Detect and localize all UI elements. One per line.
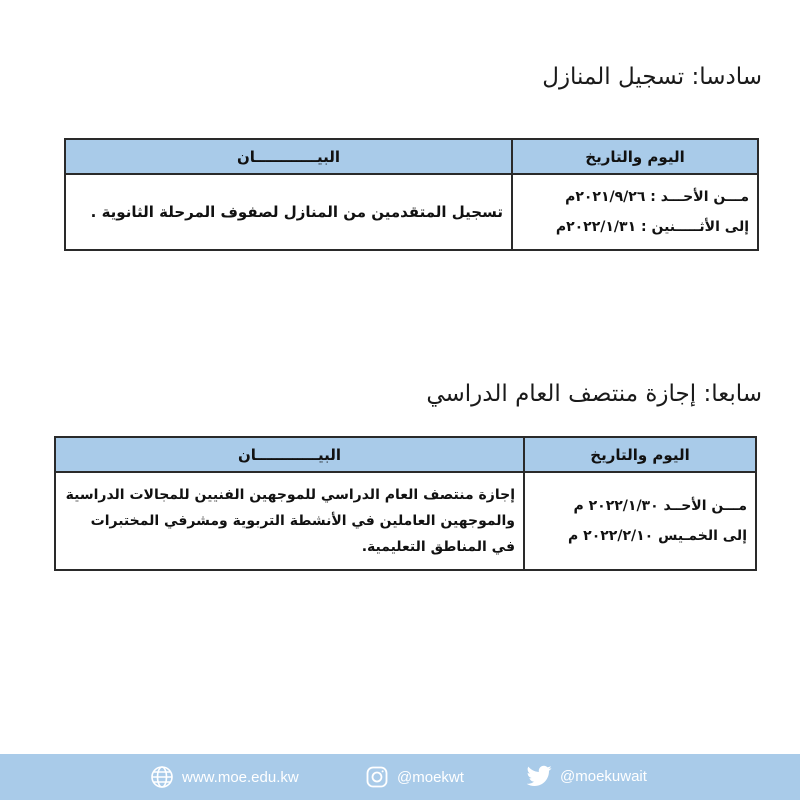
instagram-icon — [365, 765, 389, 789]
footer-bar — [0, 754, 800, 800]
header-description: البيــــــــــــان — [55, 437, 524, 472]
description-text: تسجيل المتقدمين من المنازل لصفوف المرحلة الثانوية . — [90, 203, 503, 221]
description-cell — [65, 174, 512, 250]
header-date: اليوم والتاريخ — [524, 437, 756, 472]
registration-table — [64, 138, 759, 251]
date-from: مـــن الأحـــد : ٢٠٢١/٩/٢٦م — [565, 189, 749, 205]
twitter-icon — [527, 765, 552, 787]
footer-instagram[interactable] — [365, 765, 464, 789]
table-row — [55, 472, 756, 570]
instagram-handle[interactable]: @moekwt — [397, 768, 464, 786]
date-to: إلى الخمـيس ٢٠٢٢/٢/١٠ م — [568, 528, 747, 544]
website-link[interactable]: www.moe.edu.kw — [182, 768, 299, 786]
date-from: مـــن الأحــد ٢٠٢٢/١/٣٠ م — [573, 498, 747, 514]
footer-twitter[interactable] — [527, 765, 647, 787]
section-title-midyear-break: سابعا: إجازة منتصف العام الدراسي — [426, 381, 762, 407]
table-row — [65, 174, 758, 250]
description-text: إجازة منتصف العام الدراسي للموجهين الفنيين للمجالات الدراسية والموجهين العاملين في الأنشطة التربوية ومشرفي المختبرات في المناطق التعليمية. — [65, 487, 515, 555]
table-header-row — [65, 139, 758, 174]
midyear-break-table — [54, 436, 757, 571]
globe-icon — [150, 765, 174, 789]
date-cell — [524, 472, 756, 570]
section-title-registration: سادسا: تسجيل المنازل — [542, 64, 762, 90]
footer-website[interactable] — [150, 765, 299, 789]
header-date: اليوم والتاريخ — [512, 139, 758, 174]
twitter-handle[interactable]: @moekuwait — [560, 767, 647, 785]
header-description: البيــــــــــــان — [65, 139, 512, 174]
table-header-row — [55, 437, 756, 472]
date-to: إلى الأثـــــنين : ٢٠٢٢/١/٣١م — [555, 219, 749, 235]
description-cell — [55, 472, 524, 570]
date-cell — [512, 174, 758, 250]
